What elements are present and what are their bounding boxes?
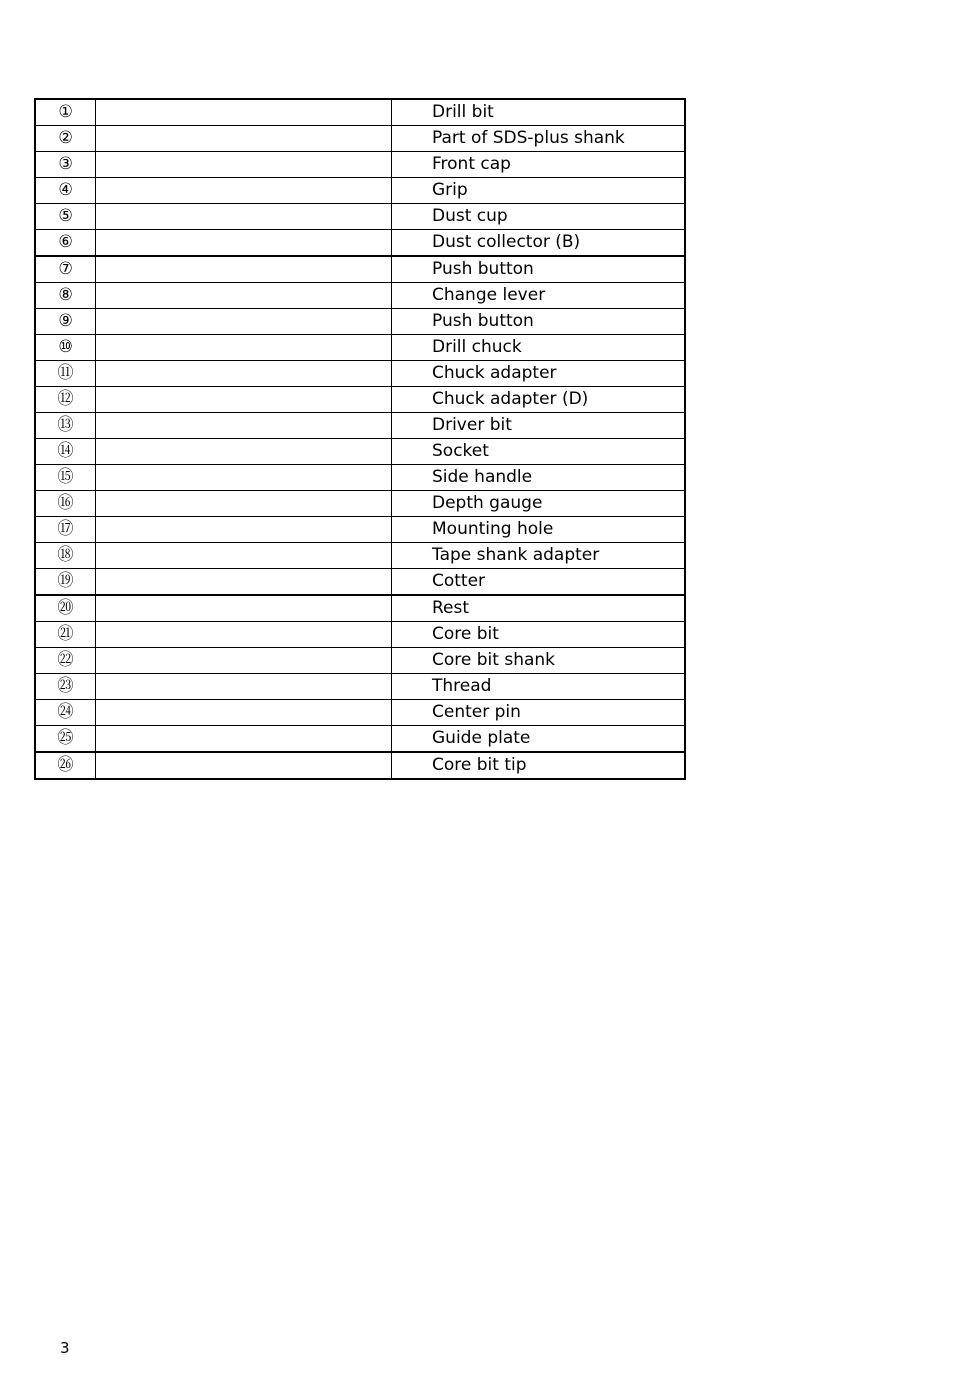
part-name: Core bit shank	[392, 648, 685, 674]
page-number: 3	[60, 1339, 70, 1357]
table-row	[35, 595, 685, 622]
parts-list-body	[35, 99, 685, 779]
part-number-label: ㉒	[57, 650, 74, 670]
part-number-label: ⑰	[57, 519, 74, 539]
part-number-label: ㉔	[57, 702, 74, 722]
part-number-label: ⑲	[57, 571, 74, 591]
part-local-name	[96, 543, 392, 569]
table-row	[35, 700, 685, 726]
part-name: Part of SDS-plus shank	[392, 126, 685, 152]
part-number	[35, 752, 96, 779]
part-number	[35, 439, 96, 465]
part-name: Side handle	[392, 465, 685, 491]
table-row	[35, 230, 685, 257]
part-number	[35, 543, 96, 569]
part-name: Front cap	[392, 152, 685, 178]
part-number-label: ①	[58, 102, 73, 122]
table-row	[35, 439, 685, 465]
part-number-label: ⑤	[58, 206, 73, 226]
part-local-name	[96, 204, 392, 230]
part-local-name	[96, 335, 392, 361]
part-number-label: ②	[58, 128, 73, 148]
part-number	[35, 256, 96, 283]
table-row	[35, 256, 685, 283]
part-number-label: ③	[58, 154, 73, 174]
part-local-name	[96, 595, 392, 622]
part-number	[35, 569, 96, 596]
part-local-name	[96, 413, 392, 439]
part-name: Drill chuck	[392, 335, 685, 361]
part-number	[35, 413, 96, 439]
part-number	[35, 465, 96, 491]
part-name: Change lever	[392, 283, 685, 309]
part-number	[35, 230, 96, 257]
part-name: Driver bit	[392, 413, 685, 439]
part-name: Guide plate	[392, 726, 685, 753]
part-name: Chuck adapter	[392, 361, 685, 387]
part-number	[35, 283, 96, 309]
part-number-label: ⑧	[58, 285, 73, 305]
table-row	[35, 309, 685, 335]
part-local-name	[96, 439, 392, 465]
part-number-label: ⑳	[57, 598, 74, 618]
table-row	[35, 178, 685, 204]
part-local-name	[96, 569, 392, 596]
part-number	[35, 335, 96, 361]
part-number	[35, 648, 96, 674]
part-number-label: ⑭	[57, 441, 74, 461]
table-row	[35, 543, 685, 569]
part-number	[35, 726, 96, 753]
part-number-label: ⑦	[58, 259, 73, 279]
part-number-label: ⑮	[57, 467, 74, 487]
part-number-label: ⑥	[58, 232, 73, 252]
part-local-name	[96, 126, 392, 152]
part-name: Chuck adapter (D)	[392, 387, 685, 413]
part-number-label: ⑬	[57, 415, 74, 435]
table-row	[35, 648, 685, 674]
part-local-name	[96, 752, 392, 779]
part-local-name	[96, 283, 392, 309]
table-row	[35, 569, 685, 596]
part-local-name	[96, 700, 392, 726]
part-number-label: ⑨	[58, 311, 73, 331]
part-name: Mounting hole	[392, 517, 685, 543]
part-number	[35, 178, 96, 204]
part-local-name	[96, 387, 392, 413]
part-name: Push button	[392, 309, 685, 335]
part-number	[35, 309, 96, 335]
table-row	[35, 204, 685, 230]
part-name: Dust collector (B)	[392, 230, 685, 257]
part-name: Grip	[392, 178, 685, 204]
part-number-label: ㉕	[57, 728, 74, 748]
part-local-name	[96, 517, 392, 543]
part-local-name	[96, 648, 392, 674]
part-name: Center pin	[392, 700, 685, 726]
table-row	[35, 413, 685, 439]
table-row	[35, 674, 685, 700]
table-row	[35, 387, 685, 413]
part-local-name	[96, 465, 392, 491]
table-row	[35, 622, 685, 648]
part-local-name	[96, 491, 392, 517]
part-number	[35, 517, 96, 543]
part-name: Core bit	[392, 622, 685, 648]
part-number	[35, 674, 96, 700]
part-number-label: ⑯	[57, 493, 74, 513]
part-name: Tape shank adapter	[392, 543, 685, 569]
part-local-name	[96, 256, 392, 283]
part-number	[35, 700, 96, 726]
part-number	[35, 491, 96, 517]
part-number	[35, 152, 96, 178]
part-name: Depth gauge	[392, 491, 685, 517]
part-number	[35, 126, 96, 152]
part-number	[35, 204, 96, 230]
table-row	[35, 726, 685, 753]
part-local-name	[96, 622, 392, 648]
part-name: Push button	[392, 256, 685, 283]
part-name: Socket	[392, 439, 685, 465]
table-row	[35, 465, 685, 491]
part-number-label: ⑫	[57, 389, 74, 409]
part-number	[35, 595, 96, 622]
part-local-name	[96, 99, 392, 126]
part-number-label: ㉑	[57, 624, 74, 644]
part-name: Dust cup	[392, 204, 685, 230]
part-local-name	[96, 178, 392, 204]
part-number-label: ⑱	[57, 545, 74, 565]
table-row	[35, 126, 685, 152]
part-local-name	[96, 674, 392, 700]
part-local-name	[96, 230, 392, 257]
part-number-label: ⑪	[57, 363, 74, 383]
part-local-name	[96, 361, 392, 387]
table-row	[35, 752, 685, 779]
table-row	[35, 361, 685, 387]
part-number-label: ⑩	[58, 337, 73, 357]
part-number	[35, 99, 96, 126]
table-row	[35, 283, 685, 309]
part-name: Cotter	[392, 569, 685, 596]
part-number	[35, 361, 96, 387]
part-name: Drill bit	[392, 99, 685, 126]
part-local-name	[96, 309, 392, 335]
parts-list-table	[34, 98, 686, 780]
part-name: Core bit tip	[392, 752, 685, 779]
table-row	[35, 491, 685, 517]
part-name: Thread	[392, 674, 685, 700]
part-number-label: ㉖	[57, 755, 74, 775]
table-row	[35, 99, 685, 126]
table-row	[35, 152, 685, 178]
part-local-name	[96, 152, 392, 178]
table-row	[35, 335, 685, 361]
part-local-name	[96, 726, 392, 753]
part-number-label: ㉓	[57, 676, 74, 696]
part-number	[35, 622, 96, 648]
part-name: Rest	[392, 595, 685, 622]
part-number	[35, 387, 96, 413]
part-number-label: ④	[58, 180, 73, 200]
table-row	[35, 517, 685, 543]
